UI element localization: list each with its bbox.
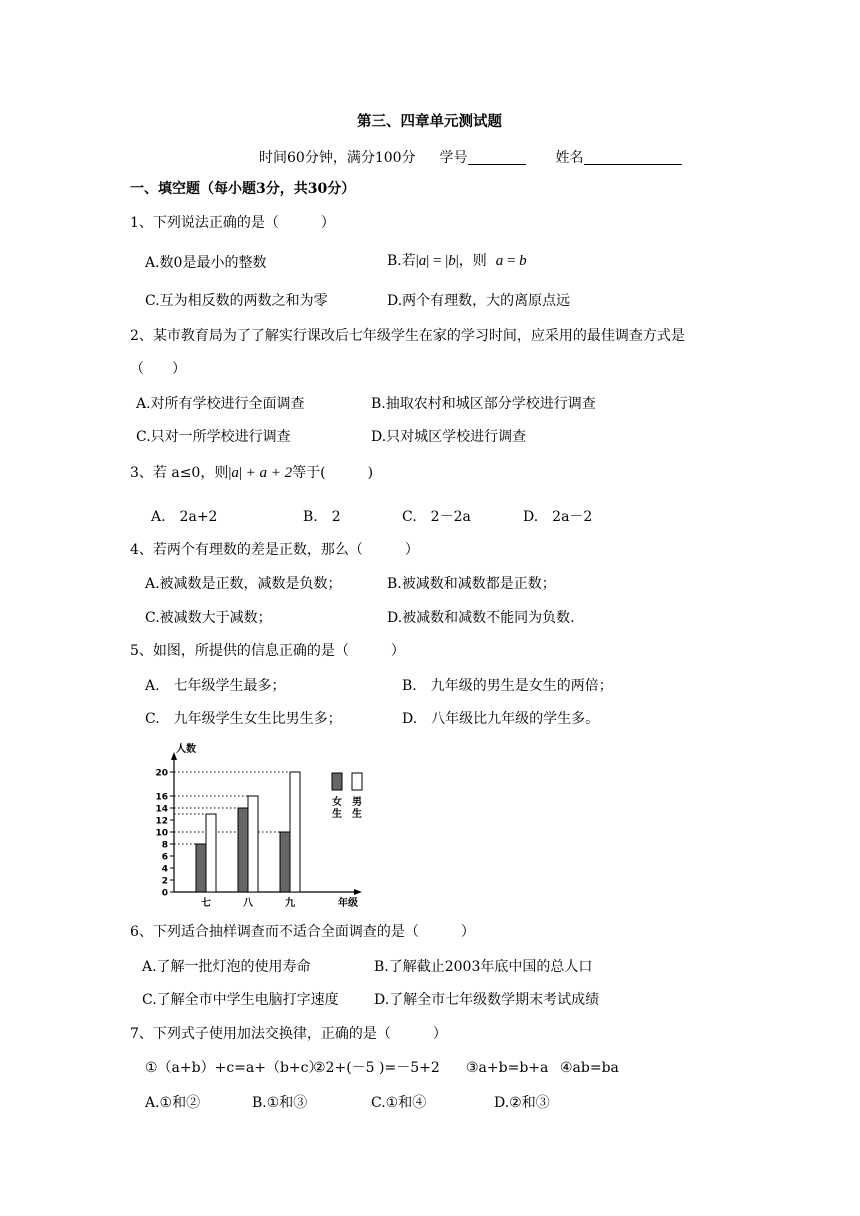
chart-x-tick-label: 七 [201,898,211,907]
q7-expr-2: ②2+(－5 )=－5+2 [313,1060,440,1076]
q5-option-c[interactable]: C. 九年级学生女生比男生多； [145,711,342,727]
chart-x-tick-label: 八 [243,898,253,907]
q1-option-c[interactable]: C.互为相反数的两数之和为零 [145,293,328,309]
q6-stem: 6、下列适合抽样调查而不适合全面调查的是（ ） [130,924,475,940]
q3-stem-prefix: 3、若 a≤0，则 [130,465,229,481]
chart-y-tick-label: 4 [161,864,168,875]
student-no-field[interactable] [468,150,526,165]
chart-legend-swatch [352,773,362,790]
q4-option-d[interactable]: D.被减数和减数不能同为负数. [387,610,575,626]
q1-option-a[interactable]: A.数0是最小的整数 [145,255,267,271]
chart-bar [280,832,290,892]
chart-legend-label: 女 [332,797,342,808]
q7-option-b[interactable]: B.①和③ [252,1095,308,1111]
q1-option-b-label: B.若 [387,253,416,269]
chart-x-arrow [354,889,362,895]
q7-option-a[interactable]: A.①和② [145,1095,201,1111]
q7-option-d[interactable]: D.②和③ [494,1095,550,1111]
q2-option-c[interactable]: C.只对一所学校进行调查 [136,429,291,445]
chart-x-tick-label: 九 [285,898,295,907]
chart-bar [248,796,258,892]
chart-y-tick-label: 8 [161,840,168,851]
q6-option-b[interactable]: B.了解截止2003年底中国的总人口 [374,959,593,975]
q6-option-c[interactable]: C.了解全市中学生电脑打字速度 [142,992,339,1008]
q5-option-b[interactable]: B. 九年级的男生是女生的两倍； [402,678,613,694]
grade-bar-chart [140,742,380,907]
q5-option-a[interactable]: A. 七年级学生最多； [145,678,286,694]
chart-x-label: 年级 [338,898,358,907]
q5-option-d[interactable]: D. 八年级比九年级的学生多。 [402,711,600,727]
q2-option-b[interactable]: B.抽取农村和城区部分学校进行调查 [371,396,596,412]
q4-option-a[interactable]: A.被减数是正数，减数是负数； [145,576,342,592]
chart-bar [238,808,248,892]
q1-option-b-cond: ，则 [458,253,487,269]
chart-legend-label: 男 [352,797,362,808]
q4-stem: 4、若两个有理数的差是正数，那么（ ） [130,542,419,558]
chart-legend-label: 生 [332,809,342,820]
chart-y-tick-label: 12 [155,816,168,827]
name-field[interactable] [584,150,682,165]
q5-stem: 5、如图，所提供的信息正确的是（ ） [130,643,405,659]
q4-option-b[interactable]: B.被减数和减数都是正数； [387,576,556,592]
q7-expr-3: ③a+b=b+a [466,1060,549,1076]
q4-option-c[interactable]: C.被减数大于减数； [145,610,272,626]
q2-stem-cont: （ ） [130,361,186,377]
section-heading: 一、填空题（每小题3分，共30分） [130,181,356,197]
chart-y-tick-label: 20 [155,768,168,779]
q1-option-b[interactable] [387,254,527,269]
chart-y-tick-label: 6 [161,852,168,863]
q3-stem [130,466,373,481]
chart-legend-swatch [332,773,342,790]
q3-stem-suffix: 等于( ) [292,465,374,481]
q1-option-d[interactable]: D.两个有理数，大的离原点远 [387,293,571,309]
chart-y-label: 人数 [176,744,196,755]
q2-option-d[interactable]: D.只对城区学校进行调查 [371,429,527,445]
q6-option-d[interactable]: D.了解全市七年级数学期末考试成绩 [374,992,600,1008]
chart-y-tick-label: 16 [155,792,168,803]
q7-option-c[interactable]: C.①和④ [371,1095,427,1111]
chart-y-tick-label: 2 [161,876,168,887]
exam-info [259,150,682,165]
q3-option-d[interactable]: D. 2a－2 [523,509,593,525]
q3-option-a[interactable]: A. 2a+2 [151,509,218,525]
q7-stem: 7、下列式子使用加法交换律，正确的是（ ） [130,1026,447,1042]
q2-option-a[interactable]: A.对所有学校进行全面调查 [136,396,305,412]
q3-option-c[interactable]: C. 2－2a [402,509,471,525]
q7-expr-4: ④ab=ba [560,1060,619,1076]
chart-bar [290,772,300,892]
chart-y-tick-label: 14 [155,804,168,815]
exam-time-score: 时间60分钟，满分100分 [259,150,416,166]
q3-option-b[interactable]: B. 2 [303,509,341,525]
chart-bar [206,814,216,892]
chart-y-tick-label: 10 [155,828,168,839]
student-no-label: 学号 [439,150,468,166]
page-title: 第三、四章单元测试题 [357,113,502,130]
q1-stem: 1、下列说法正确的是（ ） [130,215,335,231]
q2-stem: 2、某市教育局为了了解实行课改后七年级学生在家的学习时间，应采用的最佳调查方式是 [130,328,685,344]
q3-expr: |a| + a + 2 [228,465,293,481]
name-label: 姓名 [555,150,584,166]
q6-option-a[interactable]: A.了解一批灯泡的使用寿命 [142,959,311,975]
q7-expr-1: ①（a+b）+c=a+（b+c） [145,1060,323,1076]
chart-y-tick-label: 0 [161,888,168,899]
chart-bar [196,844,206,892]
chart-legend-label: 生 [352,809,362,820]
q1-abs-a: |a| = |b| [415,253,459,269]
q1-eq-ab: a = b [495,253,527,269]
